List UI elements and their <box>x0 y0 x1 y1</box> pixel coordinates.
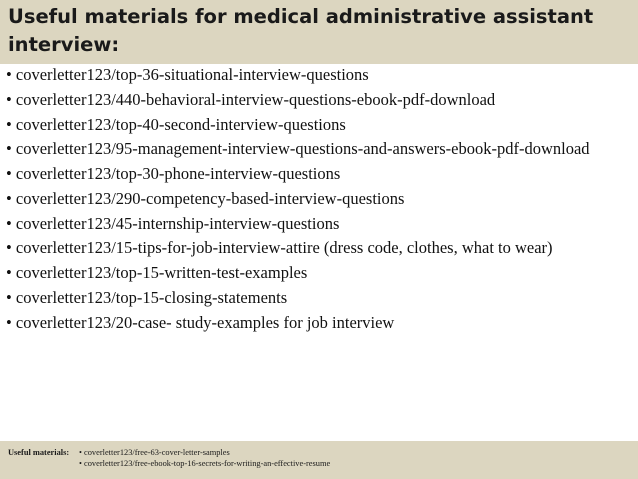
list-item-text: coverletter123/95-management-interview-questions-and-answers-ebook-pdf-download <box>15 139 590 159</box>
slide-title: Useful materials for medical administrative assistant interview: <box>8 5 594 56</box>
footer-row <box>8 458 628 469</box>
footer-link: coverletter123/free-63-cover-letter-samples <box>84 448 230 457</box>
footer-bullet: • <box>79 459 82 468</box>
list-item-text: coverletter123/top-15-written-test-examples <box>15 263 308 283</box>
footer-link: coverletter123/free-ebook-top-16-secrets-for-writing-an-effective-resume <box>84 459 331 468</box>
bullet: • <box>6 263 12 283</box>
bullet: • <box>6 89 12 109</box>
list-item-text: coverletter123/top-15-closing-statements <box>15 288 288 308</box>
list-item-text: coverletter123/45-internship-interview-questions <box>15 213 340 233</box>
list-item <box>6 163 632 185</box>
list-item <box>6 188 632 210</box>
list-item-text: coverletter123/20-case- study-examples for job interview <box>15 312 395 332</box>
footer-label: Useful materials: <box>8 448 70 457</box>
list-item-text: coverletter123/290-competency-based-interview-questions <box>15 188 405 208</box>
bullet: • <box>6 213 12 233</box>
bullet: • <box>6 114 12 134</box>
list-item-text: coverletter123/top-36-situational-interview-questions <box>15 65 369 84</box>
bullet: • <box>6 288 12 308</box>
list-item <box>6 262 632 284</box>
footer-bullet: • <box>79 448 82 457</box>
list-item-text: coverletter123/15-tips-for-job-interview-attire (dress code, clothes, what to wear) <box>15 238 553 258</box>
materials-list <box>6 64 632 337</box>
list-item-text: coverletter123/top-30-phone-interview-questions <box>15 164 341 184</box>
list-item <box>6 64 632 86</box>
list-item <box>6 138 632 160</box>
list-item <box>6 312 632 334</box>
list-item-text: coverletter123/440-behavioral-interview-questions-ebook-pdf-download <box>15 89 496 109</box>
bullet: • <box>6 139 12 159</box>
list-item <box>6 287 632 309</box>
bullet: • <box>6 65 12 84</box>
list-item <box>6 89 632 111</box>
list-item <box>6 237 632 259</box>
list-item <box>6 213 632 235</box>
bullet: • <box>6 312 12 332</box>
footer-indent <box>8 458 79 469</box>
list-item <box>6 114 632 136</box>
footer-row <box>8 447 628 458</box>
bullet: • <box>6 238 12 258</box>
footer <box>8 447 628 469</box>
bullet: • <box>6 164 12 184</box>
list-item-text: coverletter123/top-40-second-interview-questions <box>15 114 346 134</box>
bullet: • <box>6 188 12 208</box>
